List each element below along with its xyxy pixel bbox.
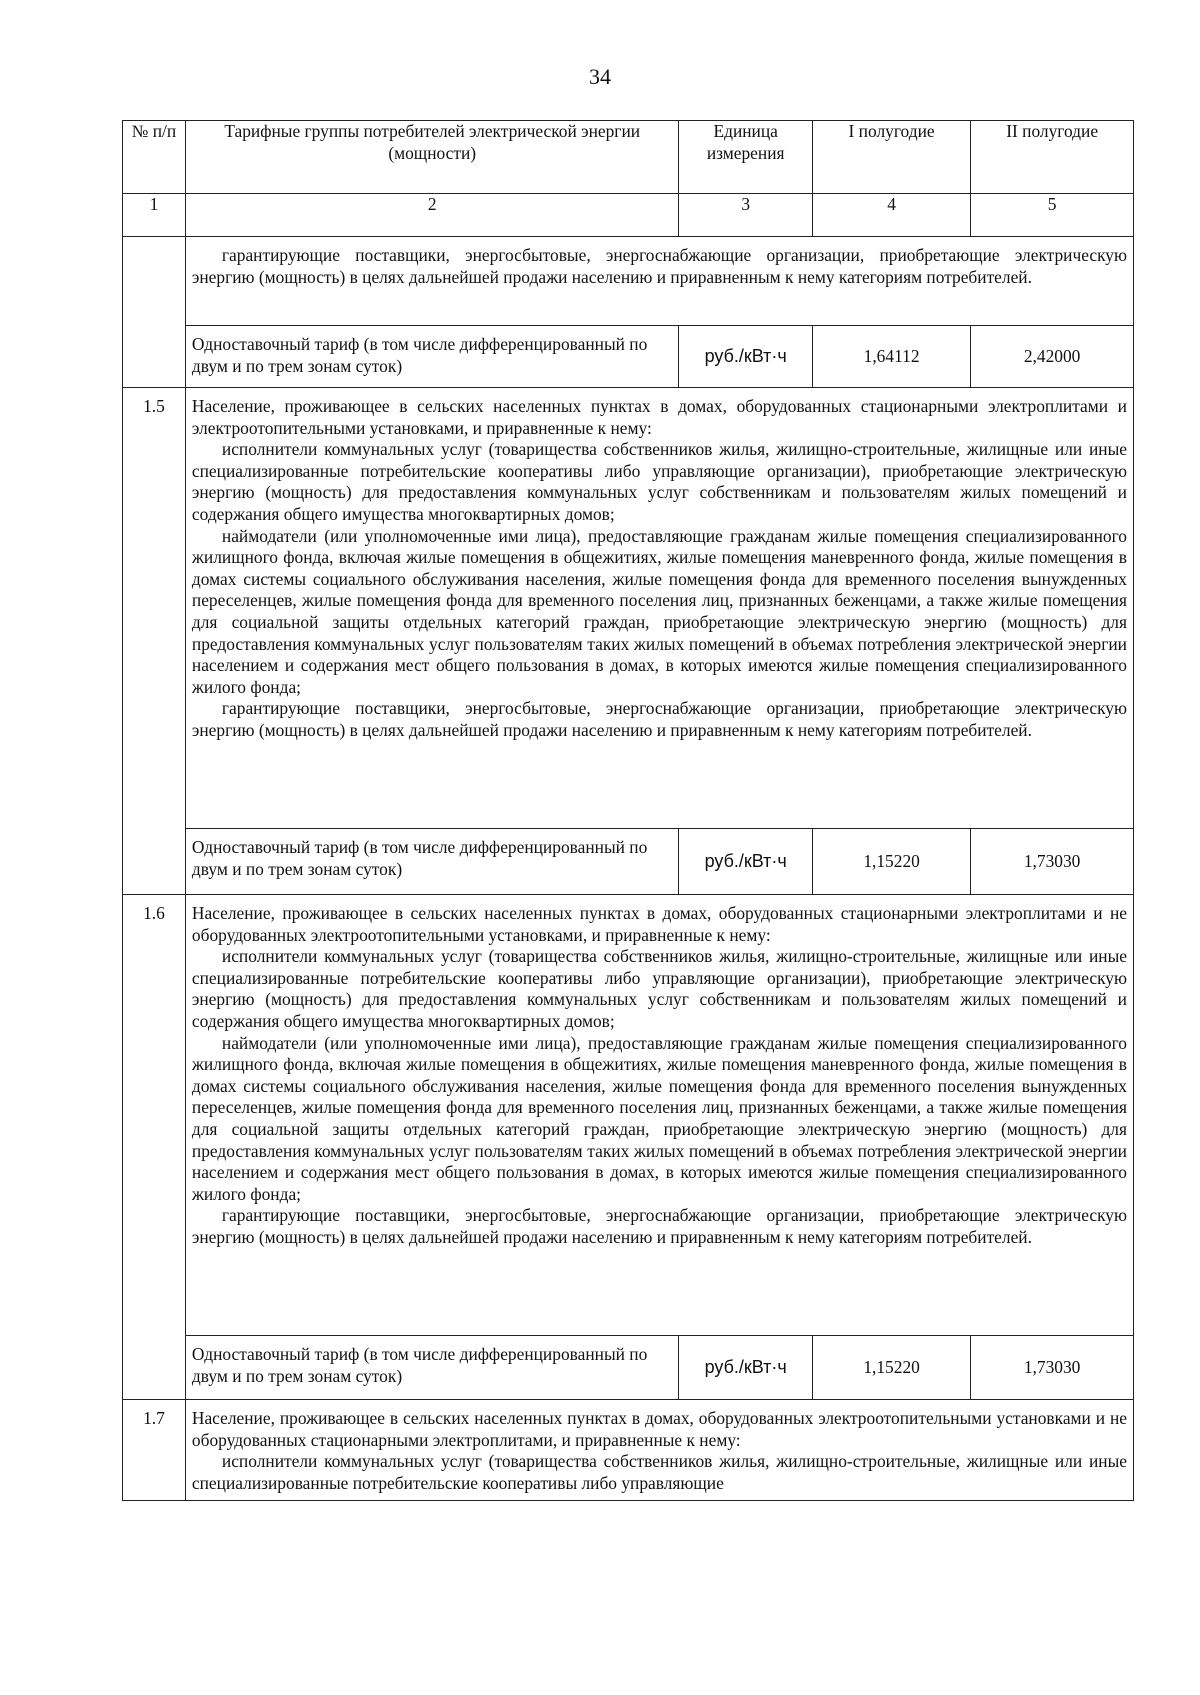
column-index: 1: [123, 194, 186, 237]
paragraph: наймодатели (или уполномоченные ими лица), предоставляющие гражданам жилые помещения специализированного жилищного фонда, включая жилые помещения в общежитиях, жилые помещения маневренного фонда, жилые помещения в домах системы социального обслуживания населения, жилые помещения фонда для временного поселения вынужденных переселенцев, жилые помещения фонда для временного поселения лиц, признанных беженцами, а также жилые помещения для социальной защиты отдельных категорий граждан, приобретающие электрическую энергию (мощность) для предоставления коммунальных услуг пользователям таких жилых помещений в объемах потребления электрической энергии населением и содержания мест общего пользования в домах, в которых имеются жилые помещения специализированного жилого фонда;: [191, 525, 1127, 697]
tariff-table: [122, 120, 1134, 1501]
tariff-name: Одноставочный тариф (в том числе дифференцированный по двум и по трем зонам суток): [185, 829, 679, 895]
header-unit: Единица измерения: [679, 121, 812, 194]
tariff-first-half-value: 1,15220: [812, 829, 970, 895]
section-1-6-tariff-row: [123, 1336, 1134, 1400]
tariff-second-half-value: 1,73030: [971, 1336, 1134, 1400]
continuation-number-cell: [123, 237, 186, 388]
paragraph: гарантирующие поставщики, энергосбытовые, энергоснабжающие организации, приобретающие электрическую энергию (мощность) в целях дальнейшей продажи населению и приравненным к нему категориям потребителей.: [191, 245, 1127, 287]
column-index: 4: [812, 194, 970, 237]
section-1-5-text-row: [123, 388, 1134, 829]
paragraph: Население, проживающее в сельских населенных пунктах в домах, оборудованных стационарными электроплитами и электроотопительными установками, и приравненные к нему:: [191, 396, 1127, 438]
section-text-cell: [185, 388, 1133, 829]
paragraph: исполнители коммунальных услуг (товарищества собственников жилья, жилищно-строительные, жилищные или иные специализированные потребительские кооперативы либо управляющие организации), приобретающие электрическую энергию (мощность) для предоставления коммунальных услуг собственникам и пользователям жилых помещений и содержания общего имущества многоквартирных домов;: [191, 439, 1127, 524]
page-number: 34: [589, 64, 611, 89]
section-text-cell: [185, 1400, 1133, 1501]
tariff-unit: руб./кВт·ч: [679, 829, 812, 895]
tariff-first-half-value: 1,15220: [812, 1336, 970, 1400]
header-row: [123, 121, 1134, 194]
paragraph: наймодатели (или уполномоченные ими лица), предоставляющие гражданам жилые помещения специализированного жилищного фонда, включая жилые помещения в общежитиях, жилые помещения маневренного фонда, жилые помещения в домах системы социального обслуживания населения, жилые помещения фонда для временного поселения вынужденных переселенцев, жилые помещения фонда для временного поселения лиц, признанных беженцами, а также жилые помещения для социальной защиты отдельных категорий граждан, приобретающие электрическую энергию (мощность) для предоставления коммунальных услуг пользователям таких жилых помещений в объемах потребления электрической энергии населением и содержания мест общего пользования в домах, в которых имеются жилые помещения специализированного жилого фонда;: [191, 1032, 1127, 1204]
column-index-row: [123, 194, 1134, 237]
paragraph: гарантирующие поставщики, энергосбытовые, энергоснабжающие организации, приобретающие электрическую энергию (мощность) в целях дальнейшей продажи населению и приравненным к нему категориям потребителей.: [191, 698, 1127, 740]
tariff-name: Одноставочный тариф (в том числе дифференцированный по двум и по трем зонам суток): [185, 1336, 679, 1400]
tariff-second-half-value: 1,73030: [971, 829, 1134, 895]
section-number: 1.6: [123, 895, 186, 1400]
section-number: 1.7: [123, 1400, 186, 1501]
continuation-text-row: [123, 237, 1134, 326]
section-number: 1.5: [123, 388, 186, 895]
tariff-unit: руб./кВт·ч: [679, 326, 812, 388]
header-first-half: I полугодие: [812, 121, 970, 194]
tariff-second-half-value: 2,42000: [971, 326, 1134, 388]
section-text-cell: [185, 895, 1133, 1336]
header-tariff-groups: Тарифные группы потребителей электрической энергии (мощности): [185, 121, 679, 194]
paragraph: исполнители коммунальных услуг (товарищества собственников жилья, жилищно-строительные, жилищные или иные специализированные потребительские кооперативы либо управляющие: [191, 1451, 1127, 1493]
continuation-tariff-row: [123, 326, 1134, 388]
tariff-unit: руб./кВт·ч: [679, 1336, 812, 1400]
tariff-first-half-value: 1,64112: [812, 326, 970, 388]
tariff-name: Одноставочный тариф (в том числе дифференцированный по двум и по трем зонам суток): [185, 326, 679, 388]
paragraph: Население, проживающее в сельских населенных пунктах в домах, оборудованных электроотопительными установками и не оборудованных стационарными электроплитами, и приравненные к нему:: [191, 1408, 1127, 1450]
paragraph: Население, проживающее в сельских населенных пунктах в домах, оборудованных стационарными электроплитами и не оборудованных электроотопительными установками, и приравненные к нему:: [191, 903, 1127, 945]
continuation-text-cell: [185, 237, 1133, 326]
paragraph: гарантирующие поставщики, энергосбытовые, энергоснабжающие организации, приобретающие электрическую энергию (мощность) в целях дальнейшей продажи населению и приравненным к нему категориям потребителей.: [191, 1205, 1127, 1247]
header-number: № п/п: [123, 121, 186, 194]
column-index: 3: [679, 194, 812, 237]
header-second-half: II полугодие: [971, 121, 1134, 194]
section-1-6-text-row: [123, 895, 1134, 1336]
column-index: 5: [971, 194, 1134, 237]
paragraph: исполнители коммунальных услуг (товарищества собственников жилья, жилищно-строительные, жилищные или иные специализированные потребительские кооперативы либо управляющие организации), приобретающие электрическую энергию (мощность) для предоставления коммунальных услуг собственникам и пользователям жилых помещений и содержания общего имущества многоквартирных домов;: [191, 946, 1127, 1031]
column-index: 2: [185, 194, 679, 237]
section-1-5-tariff-row: [123, 829, 1134, 895]
section-1-7-text-row: [123, 1400, 1134, 1501]
